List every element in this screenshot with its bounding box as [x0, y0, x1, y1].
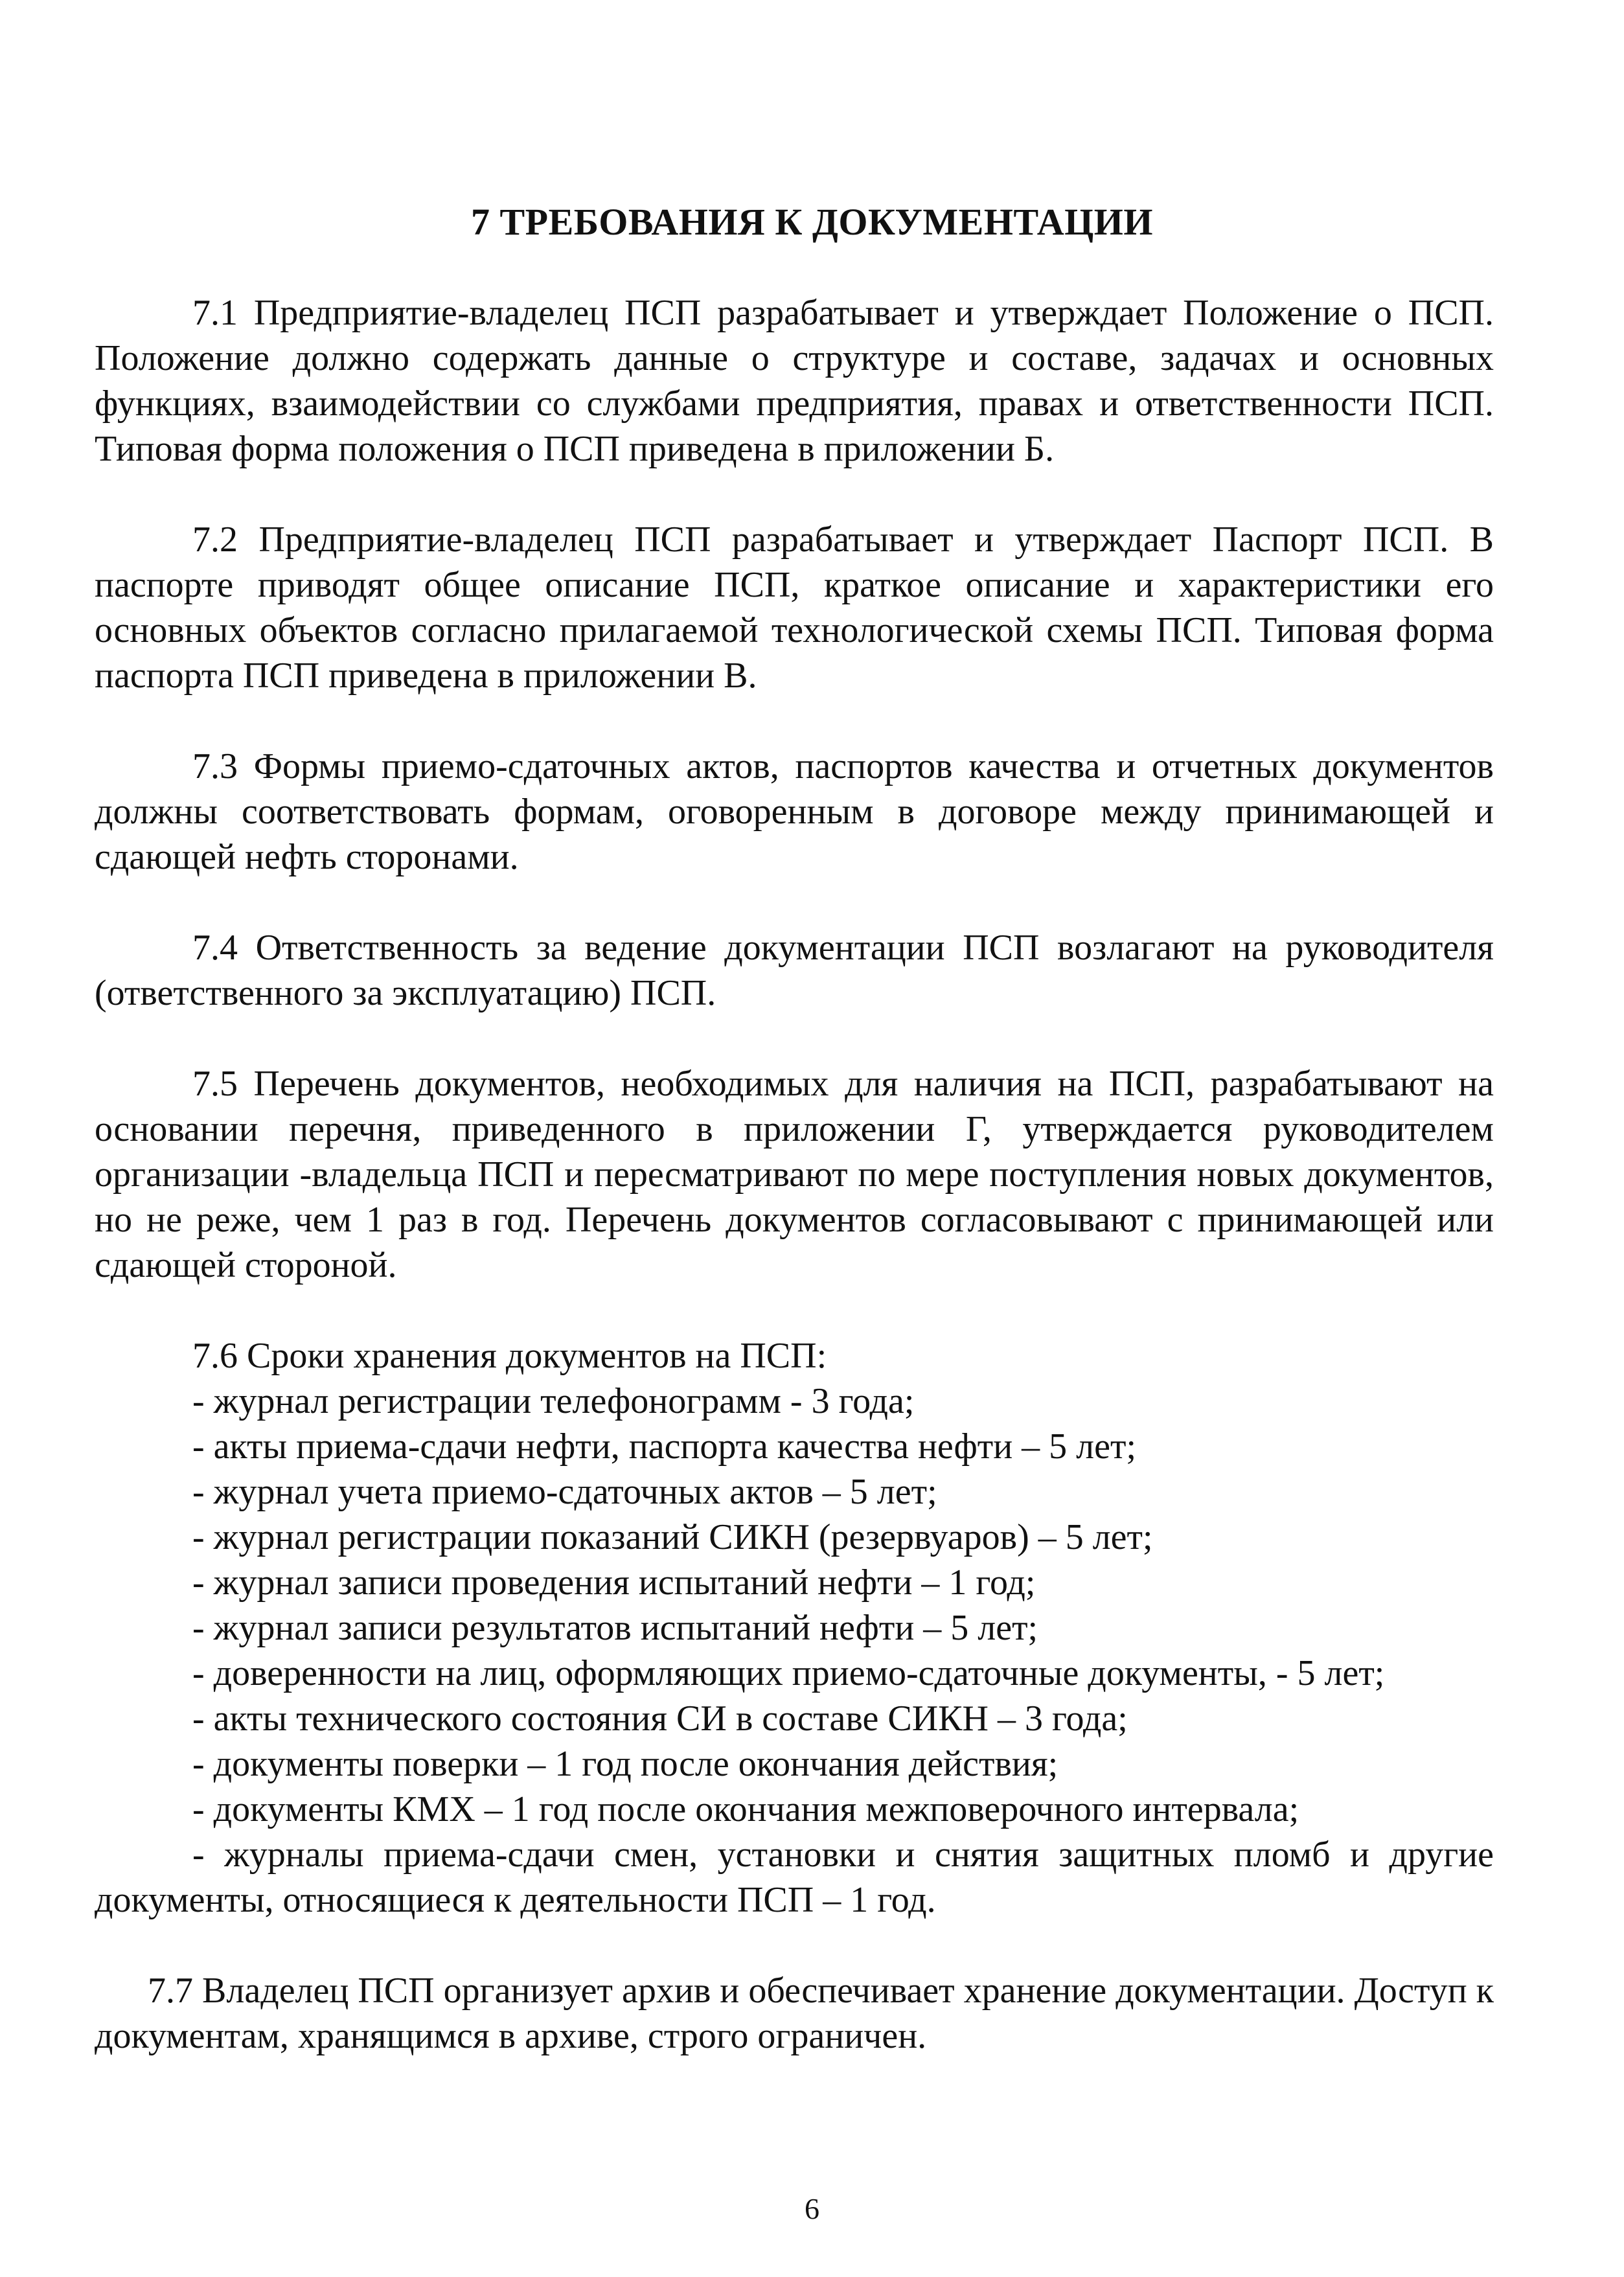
- document-body: [95, 290, 1494, 2059]
- storage-list-item-last: - журналы приема-сдачи смен, установки и снятия защитных пломб и другие документы, относящиеся к деятельности ПСП – 1 год.: [95, 1835, 1494, 1920]
- storage-list-item: - документы КМХ – 1 год после окончания межповерочного интервала;: [192, 1789, 1299, 1829]
- section-title: 7 ТРЕБОВАНИЯ К ДОКУМЕНТАЦИИ: [471, 201, 1153, 243]
- paragraph-7-3: 7.3 Формы приемо-сдаточных актов, паспортов качества и отчетных документов должны соответствовать формам, оговоренным в договоре между принимающей и сдающей нефть сторонами.: [95, 746, 1494, 877]
- storage-list-item: - журнал учета приемо-сдаточных актов – 5 лет;: [192, 1472, 937, 1512]
- storage-list-item: - журнал записи проведения испытаний нефти – 1 год;: [192, 1562, 1036, 1603]
- paragraph-7-7: 7.7 Владелец ПСП организует архив и обеспечивает хранение документации. Доступ к документам, хранящимся в архиве, строго ограничен.: [95, 1971, 1494, 2056]
- storage-list-item: - доверенности на лиц, оформляющих приемо-сдаточные документы, - 5 лет;: [192, 1653, 1385, 1693]
- storage-list-item: - журнал регистрации телефонограмм - 3 года;: [192, 1381, 915, 1421]
- storage-list-item: - журнал регистрации показаний СИКН (резервуаров) – 5 лет;: [192, 1517, 1153, 1557]
- storage-list-item: - журнал записи результатов испытаний нефти – 5 лет;: [192, 1608, 1038, 1648]
- paragraph-7-2: 7.2 Предприятие-владелец ПСП разрабатывает и утверждает Паспорт ПСП. В паспорте приводят общее описание ПСП, краткое описание и характеристики его основных объектов согласно прилагаемой технологической схемы ПСП. Типовая форма паспорта ПСП приведена в приложении В.: [95, 520, 1494, 696]
- page-number: 6: [805, 2192, 819, 2225]
- storage-list-item: - акты технического состояния СИ в составе СИКН – 3 года;: [192, 1699, 1128, 1739]
- paragraph-7-5: 7.5 Перечень документов, необходимых для наличия на ПСП, разрабатывают на основании перечня, приведенного в приложении Г, утверждается руководителем организации -владельца ПСП и пересматривают по мере поступления новых документов, но не реже, чем 1 раз в год. Перечень документов согласовывают с принимающей или сдающей стороной.: [95, 1064, 1494, 1285]
- paragraph-7-4: 7.4 Ответственность за ведение документации ПСП возлагают на руководителя (ответственного за эксплуатацию) ПСП.: [95, 928, 1494, 1013]
- storage-heading: 7.6 Сроки хранения документов на ПСП:: [192, 1336, 827, 1376]
- storage-list-item: - акты приема-сдачи нефти, паспорта качества нефти – 5 лет;: [192, 1426, 1137, 1467]
- paragraph-7-1: 7.1 Предприятие-владелец ПСП разрабатывает и утверждает Положение о ПСП. Положение должно содержать данные о структуре и составе, задачах и основных функциях, взаимодействии со службами предприятия, правах и ответственности ПСП. Типовая форма положения о ПСП приведена в приложении Б.: [95, 293, 1494, 469]
- storage-list-item: - документы поверки – 1 год после окончания действия;: [192, 1744, 1058, 1784]
